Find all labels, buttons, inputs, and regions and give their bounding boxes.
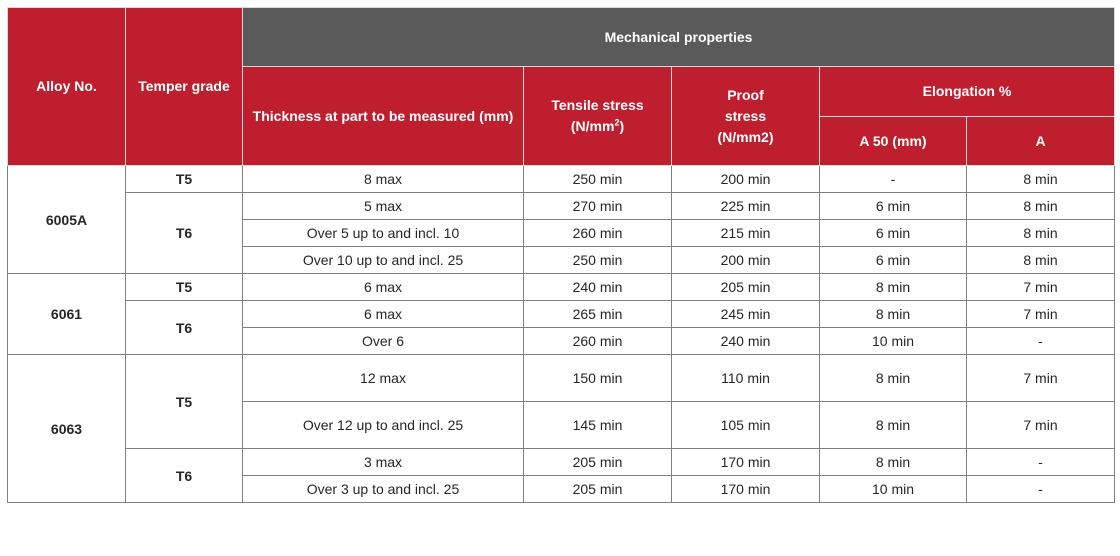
tensile-stress-label: Tensile stress <box>551 97 644 113</box>
thickness-cell: Over 3 up to and incl. 25 <box>243 476 524 503</box>
table-row <box>8 274 1115 301</box>
alloy-no-header: Alloy No. <box>8 8 126 166</box>
a-cell: - <box>967 476 1115 503</box>
proof-cell: 105 min <box>672 402 820 449</box>
a50-cell: 8 min <box>820 274 967 301</box>
temper-cell: T5 <box>126 166 243 193</box>
a-cell: 8 min <box>967 193 1115 220</box>
table-row <box>8 355 1115 402</box>
tensile-cell: 265 min <box>524 301 672 328</box>
thickness-cell: 8 max <box>243 166 524 193</box>
table-row <box>8 193 1115 220</box>
a-cell: 8 min <box>967 166 1115 193</box>
proof-stress-header <box>672 67 820 166</box>
temper-cell: T6 <box>126 301 243 355</box>
a-cell: 7 min <box>967 301 1115 328</box>
alloy-cell: 6063 <box>8 355 126 503</box>
temper-cell: T6 <box>126 449 243 503</box>
a50-cell: 8 min <box>820 449 967 476</box>
a50-cell: 8 min <box>820 301 967 328</box>
a50-cell: 8 min <box>820 402 967 449</box>
mechanical-properties-table <box>7 7 1115 503</box>
a-cell: - <box>967 449 1115 476</box>
proof-cell: 215 min <box>672 220 820 247</box>
temper-grade-header: Temper grade <box>126 8 243 166</box>
table-body <box>8 166 1115 503</box>
elongation-header: Elongation % <box>820 67 1115 117</box>
proof-cell: 225 min <box>672 193 820 220</box>
thickness-cell: 3 max <box>243 449 524 476</box>
a-cell: - <box>967 328 1115 355</box>
a-cell: 7 min <box>967 274 1115 301</box>
proof-stress-label: Proof stress <box>724 86 767 124</box>
thickness-cell: 5 max <box>243 193 524 220</box>
a50-cell: 10 min <box>820 476 967 503</box>
temper-cell: T5 <box>126 274 243 301</box>
a50-cell: 8 min <box>820 355 967 402</box>
tensile-stress-header <box>524 67 672 166</box>
proof-cell: 240 min <box>672 328 820 355</box>
thickness-cell: Over 6 <box>243 328 524 355</box>
alloy-cell: 6005A <box>8 166 126 274</box>
proof-cell: 205 min <box>672 274 820 301</box>
a-cell: 8 min <box>967 247 1115 274</box>
proof-cell: 200 min <box>672 166 820 193</box>
tensile-cell: 145 min <box>524 402 672 449</box>
table-row <box>8 301 1115 328</box>
a-cell: 7 min <box>967 355 1115 402</box>
thickness-cell: Over 5 up to and incl. 10 <box>243 220 524 247</box>
proof-cell: 200 min <box>672 247 820 274</box>
tensile-cell: 260 min <box>524 328 672 355</box>
a50-cell: 6 min <box>820 247 967 274</box>
table-row <box>8 166 1115 193</box>
temper-cell: T6 <box>126 193 243 274</box>
thickness-cell: Over 10 up to and incl. 25 <box>243 247 524 274</box>
tensile-cell: 150 min <box>524 355 672 402</box>
tensile-cell: 205 min <box>524 449 672 476</box>
tensile-cell: 240 min <box>524 274 672 301</box>
mechanical-properties-header: Mechanical properties <box>243 8 1115 67</box>
thickness-cell: 12 max <box>243 355 524 402</box>
tensile-cell: 205 min <box>524 476 672 503</box>
proof-cell: 170 min <box>672 476 820 503</box>
a50-header: A 50 (mm) <box>820 117 967 166</box>
a-cell: 7 min <box>967 402 1115 449</box>
proof-cell: 170 min <box>672 449 820 476</box>
tensile-cell: 260 min <box>524 220 672 247</box>
proof-stress-unit: (N/mm2) <box>717 128 774 145</box>
a50-cell: 10 min <box>820 328 967 355</box>
tensile-stress-unit: $(N/mm^2)$ <box>570 117 625 134</box>
proof-cell: 110 min <box>672 355 820 402</box>
alloy-cell: 6061 <box>8 274 126 355</box>
tensile-cell: 250 min <box>524 166 672 193</box>
thickness-cell: 6 max <box>243 301 524 328</box>
thickness-cell: 6 max <box>243 274 524 301</box>
a-cell: 8 min <box>967 220 1115 247</box>
thickness-header: Thickness at part to be measured (mm) <box>243 67 524 166</box>
thickness-cell: Over 12 up to and incl. 25 <box>243 402 524 449</box>
a50-cell: - <box>820 166 967 193</box>
tensile-cell: 270 min <box>524 193 672 220</box>
table-row <box>8 449 1115 476</box>
temper-cell: T5 <box>126 355 243 449</box>
a50-cell: 6 min <box>820 220 967 247</box>
a50-cell: 6 min <box>820 193 967 220</box>
a-header: A <box>967 117 1115 166</box>
tensile-cell: 250 min <box>524 247 672 274</box>
proof-cell: 245 min <box>672 301 820 328</box>
